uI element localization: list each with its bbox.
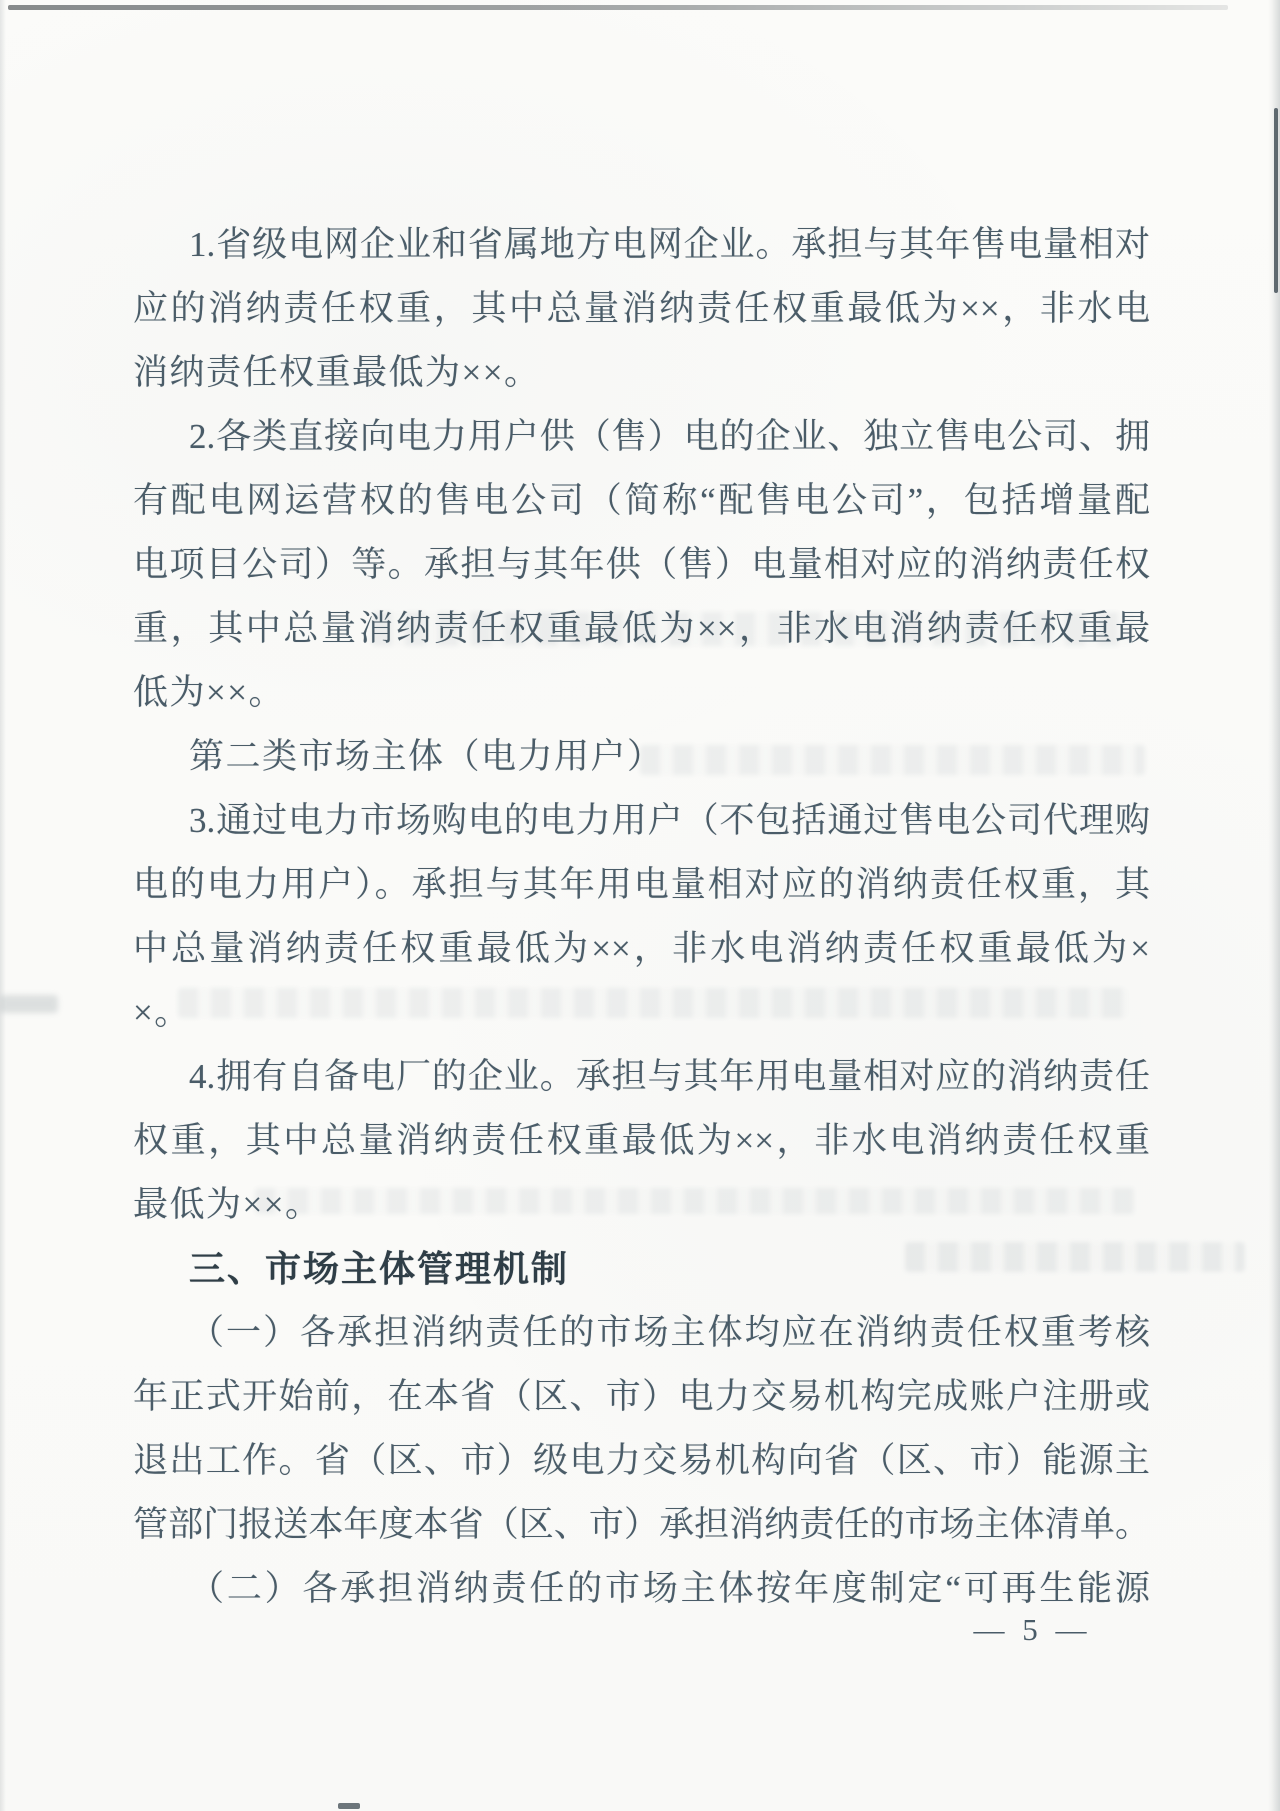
text-line: 年正式开始前，在本省（区、市）电力交易机构完成账户注册或 [133,1377,1150,1416]
scan-artifact-left-band [0,0,6,1811]
text-line: 应的消纳责任权重，其中总量消纳责任权重最低为××，非水电 [133,289,1150,328]
text-line: 4.拥有自备电厂的企业。承担与其年用电量相对应的消纳责任 [189,1057,1150,1096]
scan-artifact-right-band [1268,0,1280,1811]
scan-artifact-top-line [8,5,1228,10]
text-line: 中总量消纳责任权重最低为××，非水电消纳责任权重最低为× [133,929,1150,968]
text-line: 低为××。 [133,673,285,712]
text-line: 电的电力用户）。承担与其年用电量相对应的消纳责任权重，其 [133,865,1150,904]
subsection-label: 第二类市场主体（电力用户） [189,737,664,776]
text-line: 1.省级电网企业和省属地方电网企业。承担与其年售电量相对 [189,225,1150,264]
text-line: （一）各承担消纳责任的市场主体均应在消纳责任权重考核 [189,1313,1150,1352]
text-line: ×。 [133,993,191,1032]
text-line: 重，其中总量消纳责任权重最低为××，非水电消纳责任权重最 [133,609,1150,648]
text-line: 3.通过电力市场购电的电力用户（不包括通过售电公司代理购 [189,801,1150,840]
scan-artifact-right-edge-mark [1274,108,1278,293]
text-line: 消纳责任权重最低为××。 [133,353,541,392]
text-line: 有配电网运营权的售电公司（简称“配售电公司”，包括增量配 [133,481,1150,520]
document-body [133,213,1150,1621]
text-line: 电项目公司）等。承担与其年供（售）电量相对应的消纳责任权 [133,545,1150,584]
section-heading: 三、市场主体管理机制 [189,1248,570,1289]
text-line: 退出工作。省（区、市）级电力交易机构向省（区、市）能源主 [133,1441,1150,1480]
scan-artifact-bottom-mark [338,1803,360,1809]
scan-artifact-left-smudge [0,995,58,1013]
page-number: — 5 — [973,1612,1092,1647]
text-line: 权重，其中总量消纳责任权重最低为××，非水电消纳责任权重 [133,1121,1150,1160]
text-line: 2.各类直接向电力用户供（售）电的企业、独立售电公司、拥 [189,417,1150,456]
text-line: 最低为××。 [133,1185,322,1224]
text-line: （二）各承担消纳责任的市场主体按年度制定“可再生能源 [189,1569,1150,1608]
text-line: 管部门报送本年度本省（区、市）承担消纳责任的市场主体清单。 [133,1505,1150,1544]
